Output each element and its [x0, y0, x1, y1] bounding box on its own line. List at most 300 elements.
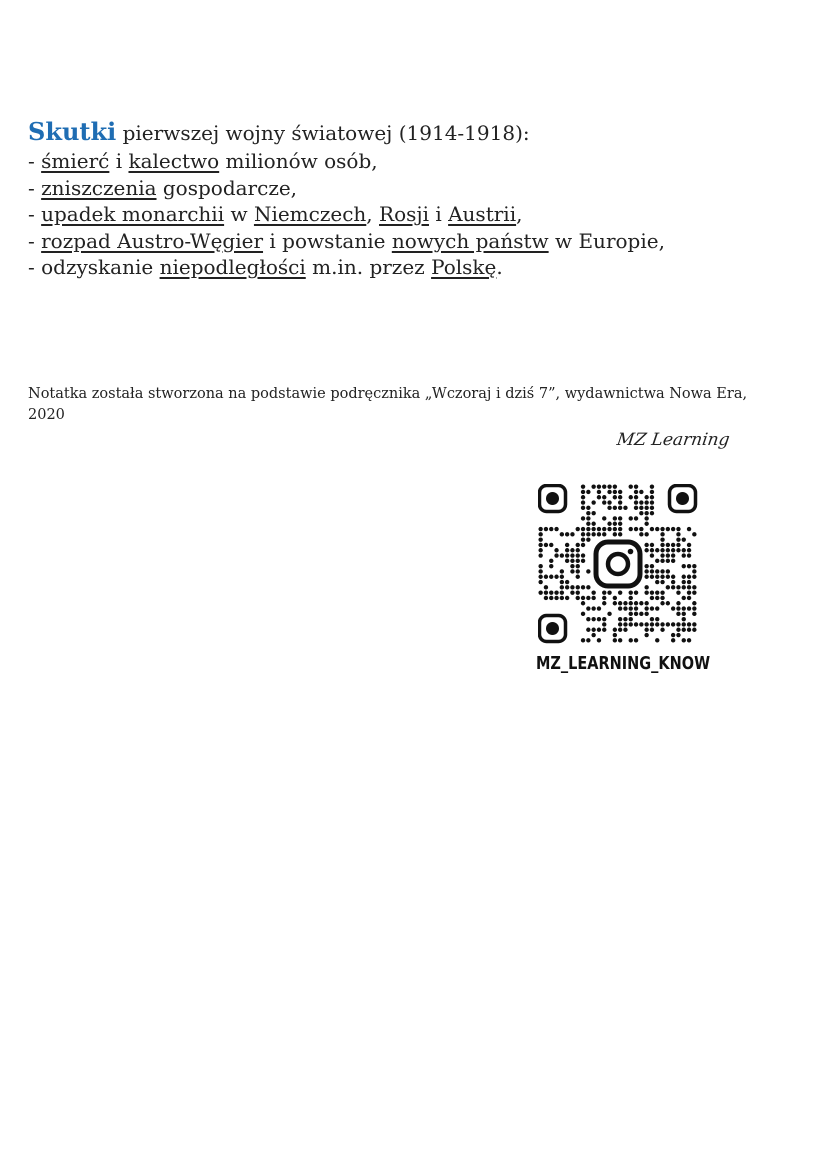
qr-module: [549, 559, 553, 563]
qr-module: [602, 596, 606, 600]
qr-module: [644, 548, 648, 552]
qr-module: [538, 548, 542, 552]
qr-module: [613, 516, 617, 520]
list-text: ,: [366, 202, 380, 226]
qr-module: [565, 553, 569, 557]
qr-module: [660, 569, 664, 573]
qr-module: [676, 628, 680, 632]
list-text: i: [428, 202, 449, 226]
qr-module: [639, 532, 643, 536]
qr-module: [586, 596, 590, 600]
qr-module: [544, 575, 548, 579]
list-text: gospodarcze,: [156, 175, 298, 200]
qr-module: [671, 622, 675, 626]
underlined-term: śmierć: [41, 149, 110, 173]
qr-module: [676, 532, 680, 536]
qr-module: [644, 569, 648, 573]
qr-module: [538, 575, 542, 579]
qr-module: [666, 559, 670, 563]
qr-module: [682, 537, 686, 541]
qr-module: [549, 575, 553, 579]
qr-module: [660, 622, 664, 626]
qr-module: [644, 532, 648, 536]
qr-module: [650, 590, 654, 594]
list-item: [28, 175, 665, 202]
qr-module: [591, 484, 595, 488]
list-text: m.in. przez: [305, 255, 432, 279]
qr-module: [644, 543, 648, 547]
qr-module: [634, 484, 638, 488]
qr-module: [676, 585, 680, 589]
qr-module: [634, 495, 638, 499]
qr-module: [581, 553, 585, 557]
underlined-term: rozpad Austro-Węgier: [41, 228, 264, 253]
qr-module: [676, 622, 680, 626]
qr-module: [570, 564, 574, 568]
qr-module: [682, 606, 686, 610]
qr-module: [607, 500, 611, 504]
qr-module: [671, 543, 675, 547]
qr-module: [602, 532, 606, 536]
qr-module: [629, 612, 633, 616]
qr-module: [613, 596, 617, 600]
qr-module: [591, 596, 595, 600]
qr-module: [565, 543, 569, 547]
qr-module: [692, 575, 696, 579]
qr-module: [554, 596, 558, 600]
qr-module: [591, 606, 595, 610]
qr-module: [565, 559, 569, 563]
qr-module: [581, 490, 585, 494]
qr-module: [618, 527, 622, 531]
list-text: ,: [516, 202, 523, 226]
qr-module: [618, 601, 622, 605]
qr-module: [570, 559, 574, 563]
qr-module: [644, 622, 648, 626]
qr-module: [650, 606, 654, 610]
qr-module: [538, 553, 542, 557]
qr-module: [560, 569, 564, 573]
qr-module: [682, 612, 686, 616]
qr-module: [644, 601, 648, 605]
qr-module: [655, 548, 659, 552]
qr-module: [671, 553, 675, 557]
qr-module: [591, 633, 595, 637]
qr-module: [682, 575, 686, 579]
qr-module: [581, 601, 585, 605]
qr-module: [607, 612, 611, 616]
qr-module: [586, 490, 590, 494]
qr-module: [618, 617, 622, 621]
qr-module: [544, 585, 548, 589]
qr-module: [565, 532, 569, 536]
qr-module: [581, 516, 585, 520]
qr-module: [671, 580, 675, 584]
qr-module: [644, 500, 648, 504]
qr-module: [591, 511, 595, 515]
qr-module: [687, 548, 691, 552]
underlined-term: Austrii: [448, 202, 517, 226]
qr-module: [655, 569, 659, 573]
qr-module: [576, 575, 580, 579]
qr-module: [613, 601, 617, 605]
qr-module: [544, 543, 548, 547]
qr-module: [544, 596, 548, 600]
qr-module: [549, 596, 553, 600]
qr-module: [581, 612, 585, 616]
qr-module: [655, 638, 659, 642]
qr-module: [565, 548, 569, 552]
qr-module: [607, 527, 611, 531]
qr-module: [613, 532, 617, 536]
qr-module: [650, 628, 654, 632]
qr-module: [650, 596, 654, 600]
qr-module: [586, 527, 590, 531]
qr-module: [538, 580, 542, 584]
qr-module: [639, 612, 643, 616]
qr-module: [618, 532, 622, 536]
qr-module: [597, 628, 601, 632]
qr-module: [660, 548, 664, 552]
qr-module: [581, 559, 585, 563]
list-text: w: [224, 202, 254, 226]
list-item: [28, 201, 665, 228]
qr-finder-dot: [676, 492, 689, 505]
qr-module: [629, 596, 633, 600]
qr-module: [682, 628, 686, 632]
underlined-term: Polskę: [431, 255, 497, 279]
source-note: Notatka została stworzona na podstawie podręcznika „Wczoraj i dziś 7”, wydawnictwa Nowa Era, 2020: [28, 386, 748, 423]
qr-module: [650, 622, 654, 626]
qr-module: [655, 617, 659, 621]
qr-module: [644, 628, 648, 632]
qr-module: [554, 527, 558, 531]
qr-module: [602, 516, 606, 520]
qr-module: [597, 484, 601, 488]
qr-module: [623, 606, 627, 610]
qr-module: [623, 622, 627, 626]
qr-module: [687, 638, 691, 642]
qr-module: [650, 484, 654, 488]
qr-module: [554, 553, 558, 557]
qr-module: [650, 575, 654, 579]
qr-module: [581, 532, 585, 536]
qr-module: [682, 638, 686, 642]
qr-module: [586, 585, 590, 589]
qr-module: [682, 585, 686, 589]
qr-finder-dot: [546, 492, 559, 505]
qr-module: [650, 548, 654, 552]
qr-module: [660, 527, 664, 531]
qr-module: [570, 553, 574, 557]
heading-keyword: Skutki: [28, 117, 117, 146]
qr-module: [687, 564, 691, 568]
qr-module: [538, 569, 542, 573]
effects-list: [28, 148, 665, 281]
qr-module: [618, 606, 622, 610]
qr-module: [660, 532, 664, 536]
qr-module: [676, 606, 680, 610]
qr-module: [586, 617, 590, 621]
qr-module: [597, 532, 601, 536]
qr-module: [655, 580, 659, 584]
qr-module: [687, 628, 691, 632]
qr-module: [586, 522, 590, 526]
qr-module: [554, 575, 558, 579]
qr-module: [597, 527, 601, 531]
qr-module: [570, 569, 574, 573]
qr-module: [591, 532, 595, 536]
qr-module: [655, 527, 659, 531]
qr-module: [660, 553, 664, 557]
note-heading: [28, 118, 530, 147]
qr-module: [682, 596, 686, 600]
qr-module: [576, 548, 580, 552]
qr-module: [607, 506, 611, 510]
qr-module: [581, 585, 585, 589]
qr-module: [671, 638, 675, 642]
qr-module: [581, 500, 585, 504]
qr-module: [687, 585, 691, 589]
qr-module: [676, 612, 680, 616]
qr-module: [602, 484, 606, 488]
qr-module: [650, 617, 654, 621]
qr-module: [650, 490, 654, 494]
qr-module: [623, 601, 627, 605]
qr-module: [576, 564, 580, 568]
qr-module: [586, 532, 590, 536]
list-text: i powstanie: [263, 228, 392, 253]
qr-module: [682, 617, 686, 621]
qr-module: [618, 622, 622, 626]
qr-module: [634, 506, 638, 510]
qr-module: [682, 580, 686, 584]
qr-module: [629, 516, 633, 520]
list-text: i: [109, 149, 129, 173]
qr-module: [581, 484, 585, 488]
qr-module: [676, 548, 680, 552]
qr-module: [644, 612, 648, 616]
qr-module: [634, 638, 638, 642]
underlined-term: kalectwo: [128, 149, 220, 173]
qr-module: [687, 527, 691, 531]
qr-module: [581, 543, 585, 547]
qr-module: [676, 537, 680, 541]
qr-module: [613, 638, 617, 642]
list-text: -: [28, 175, 42, 200]
qr-module: [629, 527, 633, 531]
qr-module: [666, 601, 670, 605]
qr-module: [597, 617, 601, 621]
qr-module: [576, 596, 580, 600]
qr-module: [634, 601, 638, 605]
qr-module: [671, 575, 675, 579]
qr-module: [597, 495, 601, 499]
qr-module: [666, 575, 670, 579]
qr-module: [618, 522, 622, 526]
qr-module: [581, 527, 585, 531]
qr-module: [650, 527, 654, 531]
qr-module: [581, 596, 585, 600]
qr-module: [666, 553, 670, 557]
qr-module: [692, 590, 696, 594]
qr-module: [623, 628, 627, 632]
qr-module: [650, 553, 654, 557]
qr-module: [597, 490, 601, 494]
qr-module: [634, 500, 638, 504]
qr-module: [687, 622, 691, 626]
qr-module: [687, 590, 691, 594]
qr-module: [644, 522, 648, 526]
qr-module: [565, 596, 569, 600]
qr-module: [586, 638, 590, 642]
qr-module: [655, 575, 659, 579]
qr-module: [576, 553, 580, 557]
qr-module: [565, 585, 569, 589]
qr-module: [639, 500, 643, 504]
qr-module: [687, 606, 691, 610]
qr-module: [650, 506, 654, 510]
qr-module: [613, 527, 617, 531]
qr-module: [549, 543, 553, 547]
qr-module: [565, 580, 569, 584]
qr-module: [692, 564, 696, 568]
qr-module: [613, 506, 617, 510]
qr-module: [660, 580, 664, 584]
qr-module: [618, 516, 622, 520]
qr-module: [676, 543, 680, 547]
qr-module: [644, 495, 648, 499]
qr-module: [660, 596, 664, 600]
qr-module: [671, 527, 675, 531]
qr-module: [618, 628, 622, 632]
qr-module: [629, 484, 633, 488]
qr-module: [644, 606, 648, 610]
qr-module: [692, 569, 696, 573]
qr-module: [655, 606, 659, 610]
underlined-term: zniszczenia: [41, 175, 157, 200]
qr-module: [676, 633, 680, 637]
qr-module: [655, 596, 659, 600]
qr-module: [629, 601, 633, 605]
list-text: milionów osób,: [219, 149, 378, 173]
qr-module: [560, 596, 564, 600]
qr-module: [676, 527, 680, 531]
qr-module: [682, 548, 686, 552]
qr-module: [655, 559, 659, 563]
qr-module: [692, 622, 696, 626]
qr-module: [639, 511, 643, 515]
list-text: - odzyskanie: [28, 255, 160, 279]
qr-module: [634, 622, 638, 626]
qr-module: [629, 617, 633, 621]
qr-module: [623, 506, 627, 510]
qr-module: [644, 575, 648, 579]
qr-module: [687, 553, 691, 557]
qr-module: [671, 559, 675, 563]
qr-module: [634, 516, 638, 520]
instagram-qr-code[interactable]: [538, 484, 698, 644]
qr-module: [682, 622, 686, 626]
qr-module: [613, 490, 617, 494]
qr-module: [634, 612, 638, 616]
qr-module: [618, 506, 622, 510]
underlined-term: niepodległości: [159, 255, 306, 279]
qr-module: [687, 575, 691, 579]
qr-module: [613, 522, 617, 526]
qr-module: [549, 590, 553, 594]
qr-module: [639, 601, 643, 605]
qr-module: [538, 527, 542, 531]
qr-module: [544, 590, 548, 594]
qr-caption: MZ_LEARNING_KNOW: [536, 654, 711, 674]
qr-module: [639, 527, 643, 531]
list-item: [28, 228, 665, 255]
qr-module: [570, 585, 574, 589]
qr-module: [591, 500, 595, 504]
qr-module: [634, 590, 638, 594]
qr-module: [607, 590, 611, 594]
qr-module: [591, 628, 595, 632]
qr-module: [692, 606, 696, 610]
qr-module: [660, 543, 664, 547]
heading-rest: pierwszej wojny światowej (1914-1918):: [116, 121, 530, 145]
qr-module: [650, 564, 654, 568]
qr-module: [629, 622, 633, 626]
qr-module: [549, 527, 553, 531]
qr-module: [644, 633, 648, 637]
instagram-icon: [596, 542, 640, 586]
qr-module: [613, 633, 617, 637]
qr-module: [613, 495, 617, 499]
qr-module: [687, 596, 691, 600]
qr-module: [666, 569, 670, 573]
qr-module: [602, 590, 606, 594]
qr-module: [660, 559, 664, 563]
qr-module: [576, 559, 580, 563]
qr-module: [671, 606, 675, 610]
qr-module: [591, 590, 595, 594]
qr-module: [687, 543, 691, 547]
qr-module: [613, 628, 617, 632]
qr-module: [560, 575, 564, 579]
qr-module: [581, 495, 585, 499]
list-text: -: [28, 149, 42, 173]
qr-module: [639, 622, 643, 626]
qr-module: [644, 506, 648, 510]
qr-module: [650, 543, 654, 547]
qr-module: [666, 585, 670, 589]
qr-module: [560, 580, 564, 584]
signature: MZ Learning: [615, 430, 731, 450]
qr-module: [554, 590, 558, 594]
qr-finder-dot: [546, 622, 559, 635]
list-text: -: [28, 228, 42, 253]
qr-module: [576, 527, 580, 531]
qr-module: [671, 633, 675, 637]
list-text: w Europie,: [548, 228, 665, 253]
qr-module: [586, 516, 590, 520]
qr-module: [538, 564, 542, 568]
instagram-flash: [628, 549, 634, 555]
qr-module: [671, 585, 675, 589]
qr-module: [560, 585, 564, 589]
qr-module: [576, 569, 580, 573]
qr-module: [581, 537, 585, 541]
qr-module: [644, 590, 648, 594]
qr-module: [538, 537, 542, 541]
qr-module: [634, 527, 638, 531]
